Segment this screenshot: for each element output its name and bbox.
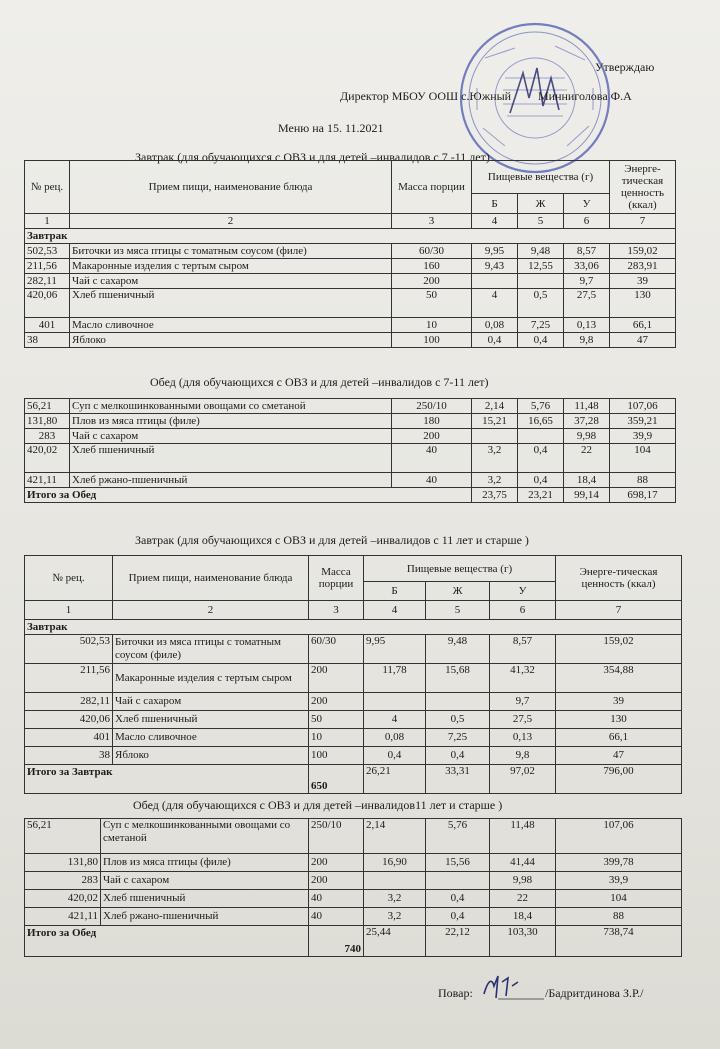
- header-zh: Ж: [518, 194, 564, 214]
- cell-b: 3,2: [472, 444, 518, 473]
- header-energy: Энерге-тическая ценность (ккал): [556, 556, 682, 601]
- cell-num: 502,53: [25, 635, 113, 664]
- table-row: [25, 729, 682, 747]
- idx-cell: 7: [610, 214, 676, 229]
- cell-kcal: 283,91: [610, 259, 676, 274]
- table-row: [25, 819, 682, 854]
- cell-zh: 0,4: [426, 890, 490, 908]
- total-label: Итого за Завтрак: [25, 765, 309, 794]
- section2-title: Обед (для обучающихся с ОВЗ и для детей –инвалидов с 7-11 лет): [150, 375, 489, 389]
- cell-name: Хлеб пшеничный: [101, 890, 309, 908]
- cell-b: 11,78: [364, 664, 426, 693]
- idx-cell: 4: [364, 601, 426, 620]
- idx-cell: 5: [426, 601, 490, 620]
- table-row: [25, 693, 682, 711]
- total-mass: 650: [309, 765, 364, 794]
- cell-u: 18,4: [564, 473, 610, 488]
- cell-zh: [426, 693, 490, 711]
- cell-num: 421,11: [25, 473, 70, 488]
- cell-u: 9,7: [490, 693, 556, 711]
- header-mass: Масса порции: [392, 161, 472, 214]
- cell-b: 15,21: [472, 414, 518, 429]
- cell-kcal: 104: [610, 444, 676, 473]
- cell-name: Масло сливочное: [70, 318, 392, 333]
- table-row: [25, 289, 676, 318]
- cell-name: Плов из мяса птицы (филе): [70, 414, 392, 429]
- cell-b: [364, 693, 426, 711]
- cell-num: 420,06: [25, 711, 113, 729]
- total-b: 23,75: [472, 488, 518, 503]
- cell-mass: 100: [392, 333, 472, 348]
- cell-num: 211,56: [25, 259, 70, 274]
- cell-mass: 200: [309, 872, 364, 890]
- cell-num: 401: [25, 318, 70, 333]
- cell-zh: 0,4: [518, 473, 564, 488]
- cell-name: Хлеб пшеничный: [70, 289, 392, 318]
- total-u: 97,02: [490, 765, 556, 794]
- cell-num: 38: [25, 333, 70, 348]
- cell-u: 9,98: [490, 872, 556, 890]
- table-row: [25, 444, 676, 473]
- header-nutrients: Пищевые вещества (г): [472, 161, 610, 194]
- cell-u: 27,5: [564, 289, 610, 318]
- cell-name: Чай с сахаром: [70, 429, 392, 444]
- cell-u: 11,48: [490, 819, 556, 854]
- cell-num: 420,02: [25, 444, 70, 473]
- cell-mass: 60/30: [392, 244, 472, 259]
- cell-kcal: 88: [610, 473, 676, 488]
- cell-name: Масло сливочное: [113, 729, 309, 747]
- total-kcal: 738,74: [556, 926, 682, 957]
- cell-name: Хлеб ржано-пшеничный: [70, 473, 392, 488]
- cell-zh: 0,5: [426, 711, 490, 729]
- table-row: [25, 399, 676, 414]
- cell-zh: 7,25: [518, 318, 564, 333]
- header-energy: Энерге-тическая ценность (ккал): [610, 161, 676, 214]
- cell-kcal: 39: [556, 693, 682, 711]
- cell-zh: 9,48: [518, 244, 564, 259]
- cell-kcal: 104: [556, 890, 682, 908]
- cell-zh: 5,76: [518, 399, 564, 414]
- cell-b: [472, 429, 518, 444]
- cell-kcal: 159,02: [556, 635, 682, 664]
- table-row: [25, 872, 682, 890]
- cell-b: 4: [472, 289, 518, 318]
- cell-num: 420,06: [25, 289, 70, 318]
- cell-mass: 40: [309, 908, 364, 926]
- cell-b: 0,4: [364, 747, 426, 765]
- cell-kcal: 39: [610, 274, 676, 289]
- cell-name: Биточки из мяса птицы с томатным соусом (филе): [70, 244, 392, 259]
- header-zh: Ж: [426, 582, 490, 601]
- cell-zh: [518, 274, 564, 289]
- total-label: Итого за Обед: [25, 488, 472, 503]
- cell-b: [364, 872, 426, 890]
- cell-mass: 250/10: [309, 819, 364, 854]
- cell-zh: 0,4: [518, 333, 564, 348]
- total-row: [25, 765, 682, 794]
- cell-mass: 200: [392, 274, 472, 289]
- cell-u: 8,57: [564, 244, 610, 259]
- cell-u: 22: [564, 444, 610, 473]
- cell-kcal: 107,06: [556, 819, 682, 854]
- total-zh: 23,21: [518, 488, 564, 503]
- header-u: У: [564, 194, 610, 214]
- cell-b: 3,2: [364, 890, 426, 908]
- table-row: [25, 259, 676, 274]
- cell-mass: 40: [392, 444, 472, 473]
- cell-b: 0,4: [472, 333, 518, 348]
- idx-cell: 7: [556, 601, 682, 620]
- total-b: 26,21: [364, 765, 426, 794]
- idx-cell: 5: [518, 214, 564, 229]
- cell-mass: 160: [392, 259, 472, 274]
- cell-name: Чай с сахаром: [101, 872, 309, 890]
- cell-u: 11,48: [564, 399, 610, 414]
- cell-b: 2,14: [472, 399, 518, 414]
- cell-kcal: 47: [610, 333, 676, 348]
- cell-kcal: 130: [610, 289, 676, 318]
- cell-num: 282,11: [25, 274, 70, 289]
- cell-u: 33,06: [564, 259, 610, 274]
- total-b: 25,44: [364, 926, 426, 957]
- table-row: [25, 711, 682, 729]
- cell-kcal: 88: [556, 908, 682, 926]
- table-row: [25, 318, 676, 333]
- header-b: Б: [364, 582, 426, 601]
- cell-u: 22: [490, 890, 556, 908]
- cell-u: 9,98: [564, 429, 610, 444]
- table-row: [25, 274, 676, 289]
- cell-mass: 10: [392, 318, 472, 333]
- cell-name: Суп с мелкошинкованными овощами со сметаной: [101, 819, 309, 854]
- cell-kcal: 39,9: [556, 872, 682, 890]
- header-name: Прием пищи, наименование блюда: [113, 556, 309, 601]
- cell-zh: 9,48: [426, 635, 490, 664]
- cell-num: 38: [25, 747, 113, 765]
- cell-name: Яблоко: [70, 333, 392, 348]
- idx-cell: 3: [392, 214, 472, 229]
- idx-cell: 1: [25, 214, 70, 229]
- header-num: № рец.: [25, 161, 70, 214]
- cell-num: 283: [25, 429, 70, 444]
- cell-mass: 100: [309, 747, 364, 765]
- cell-name: Хлеб ржано-пшеничный: [101, 908, 309, 926]
- cell-mass: 200: [392, 429, 472, 444]
- cell-kcal: 66,1: [610, 318, 676, 333]
- table-breakfast-7-11: [24, 160, 676, 348]
- section3-title: Завтрак (для обучающихся с ОВЗ и для детей –инвалидов с 11 лет и старше ): [135, 533, 529, 547]
- table-row: [25, 244, 676, 259]
- cell-mass: 250/10: [392, 399, 472, 414]
- cell-b: [472, 274, 518, 289]
- cell-b: 3,2: [472, 473, 518, 488]
- header-mass: Масса порции: [309, 556, 364, 601]
- cell-kcal: 399,78: [556, 854, 682, 872]
- section4-title: Обед (для обучающихся с ОВЗ и для детей –инвалидов11 лет и старше ): [133, 798, 503, 812]
- cell-u: 9,8: [564, 333, 610, 348]
- cell-b: 9,43: [472, 259, 518, 274]
- cell-u: 27,5: [490, 711, 556, 729]
- cell-zh: 15,68: [426, 664, 490, 693]
- cook-name: /Бадритдинова З.Р./: [545, 986, 644, 1000]
- cell-zh: 5,76: [426, 819, 490, 854]
- header-u: У: [490, 582, 556, 601]
- cell-mass: 200: [309, 664, 364, 693]
- cell-num: 56,21: [25, 819, 101, 854]
- cell-name: Плов из мяса птицы (филе): [101, 854, 309, 872]
- table-row: [25, 333, 676, 348]
- cell-zh: [426, 872, 490, 890]
- cell-name: Чай с сахаром: [113, 693, 309, 711]
- cell-u: 8,57: [490, 635, 556, 664]
- idx-cell: 4: [472, 214, 518, 229]
- table-row: [25, 854, 682, 872]
- cell-name: Биточки из мяса птицы с томатным соусом (филе): [113, 635, 309, 664]
- cell-num: 401: [25, 729, 113, 747]
- cell-u: 41,44: [490, 854, 556, 872]
- total-mass: 740: [309, 926, 364, 957]
- cell-kcal: 359,21: [610, 414, 676, 429]
- cell-u: 9,7: [564, 274, 610, 289]
- total-zh: 22,12: [426, 926, 490, 957]
- cell-kcal: 354,88: [556, 664, 682, 693]
- cell-name: Чай с сахаром: [70, 274, 392, 289]
- total-u: 103,30: [490, 926, 556, 957]
- cell-mass: 200: [309, 693, 364, 711]
- cell-zh: 7,25: [426, 729, 490, 747]
- cell-kcal: 39,9: [610, 429, 676, 444]
- cell-num: 131,80: [25, 414, 70, 429]
- cell-b: 4: [364, 711, 426, 729]
- cell-u: 37,28: [564, 414, 610, 429]
- cell-mass: 40: [309, 890, 364, 908]
- cell-mass: 40: [392, 473, 472, 488]
- cell-num: 211,56: [25, 664, 113, 693]
- cell-name: Яблоко: [113, 747, 309, 765]
- table-row: [25, 908, 682, 926]
- cell-num: 283: [25, 872, 101, 890]
- cell-zh: 0,4: [518, 444, 564, 473]
- idx-cell: 3: [309, 601, 364, 620]
- table-row: [25, 890, 682, 908]
- cell-u: 0,13: [490, 729, 556, 747]
- cell-b: 0,08: [472, 318, 518, 333]
- cell-b: 3,2: [364, 908, 426, 926]
- cell-b: 9,95: [472, 244, 518, 259]
- cell-zh: 12,55: [518, 259, 564, 274]
- cell-b: 2,14: [364, 819, 426, 854]
- cell-zh: [518, 429, 564, 444]
- cell-num: 421,11: [25, 908, 101, 926]
- total-zh: 33,31: [426, 765, 490, 794]
- cell-name: Макаронные изделия с тертым сыром: [70, 259, 392, 274]
- total-row: [25, 488, 676, 503]
- table-breakfast-11-plus: [24, 555, 682, 794]
- cell-kcal: 107,06: [610, 399, 676, 414]
- cell-kcal: 66,1: [556, 729, 682, 747]
- cell-kcal: 159,02: [610, 244, 676, 259]
- group-label: Завтрак: [25, 229, 676, 244]
- header-name: Прием пищи, наименование блюда: [70, 161, 392, 214]
- menu-date: Меню на 15. 11.2021: [278, 121, 384, 135]
- cell-mass: 60/30: [309, 635, 364, 664]
- total-kcal: 796,00: [556, 765, 682, 794]
- cell-mass: 50: [309, 711, 364, 729]
- cell-mass: 200: [309, 854, 364, 872]
- cell-zh: 0,4: [426, 747, 490, 765]
- cell-u: 41,32: [490, 664, 556, 693]
- table-lunch-7-11: [24, 398, 676, 503]
- cell-b: 9,95: [364, 635, 426, 664]
- table-row: [25, 429, 676, 444]
- table-row: [25, 635, 682, 664]
- cook-label: Повар:: [438, 986, 473, 1000]
- total-u: 99,14: [564, 488, 610, 503]
- idx-cell: 2: [70, 214, 392, 229]
- cell-num: 56,21: [25, 399, 70, 414]
- table-lunch-11-plus: [24, 818, 682, 957]
- director-name: Минниголова Ф.А: [538, 89, 632, 103]
- cell-mass: 180: [392, 414, 472, 429]
- cell-u: 18,4: [490, 908, 556, 926]
- cell-zh: 15,56: [426, 854, 490, 872]
- cell-name: Суп с мелкошинкованными овощами со сметаной: [70, 399, 392, 414]
- cell-b: 16,90: [364, 854, 426, 872]
- idx-cell: 2: [113, 601, 309, 620]
- table-row: [25, 664, 682, 693]
- cell-num: 282,11: [25, 693, 113, 711]
- cell-mass: 50: [392, 289, 472, 318]
- cell-zh: 0,5: [518, 289, 564, 318]
- total-row: [25, 926, 682, 957]
- cell-num: 420,02: [25, 890, 101, 908]
- group-label: Завтрак: [25, 620, 682, 635]
- idx-cell: 1: [25, 601, 113, 620]
- cell-zh: 16,65: [518, 414, 564, 429]
- cell-kcal: 130: [556, 711, 682, 729]
- approve-label: Утверждаю: [595, 60, 655, 74]
- cell-kcal: 47: [556, 747, 682, 765]
- cell-name: Макаронные изделия с тертым сыром: [113, 664, 309, 693]
- cell-num: 131,80: [25, 854, 101, 872]
- cell-name: Хлеб пшеничный: [113, 711, 309, 729]
- cell-name: Хлеб пшеничный: [70, 444, 392, 473]
- signature-icon: [478, 972, 548, 1002]
- cell-u: 0,13: [564, 318, 610, 333]
- section1-title: Завтрак (для обучающихся с ОВЗ и для детей –инвалидов с 7 -11 лет): [135, 150, 490, 164]
- header-num: № рец.: [25, 556, 113, 601]
- total-kcal: 698,17: [610, 488, 676, 503]
- header-nutrients: Пищевые вещества (г): [364, 556, 556, 582]
- table-row: [25, 747, 682, 765]
- cell-b: 0,08: [364, 729, 426, 747]
- director-label: Директор МБОУ ООШ с.Южный: [340, 89, 512, 103]
- table-row: [25, 473, 676, 488]
- cell-num: 502,53: [25, 244, 70, 259]
- idx-cell: 6: [490, 601, 556, 620]
- table-row: [25, 414, 676, 429]
- idx-cell: 6: [564, 214, 610, 229]
- cell-u: 9,8: [490, 747, 556, 765]
- header-b: Б: [472, 194, 518, 214]
- cell-zh: 0,4: [426, 908, 490, 926]
- total-label: Итого за Обед: [25, 926, 309, 957]
- cell-mass: 10: [309, 729, 364, 747]
